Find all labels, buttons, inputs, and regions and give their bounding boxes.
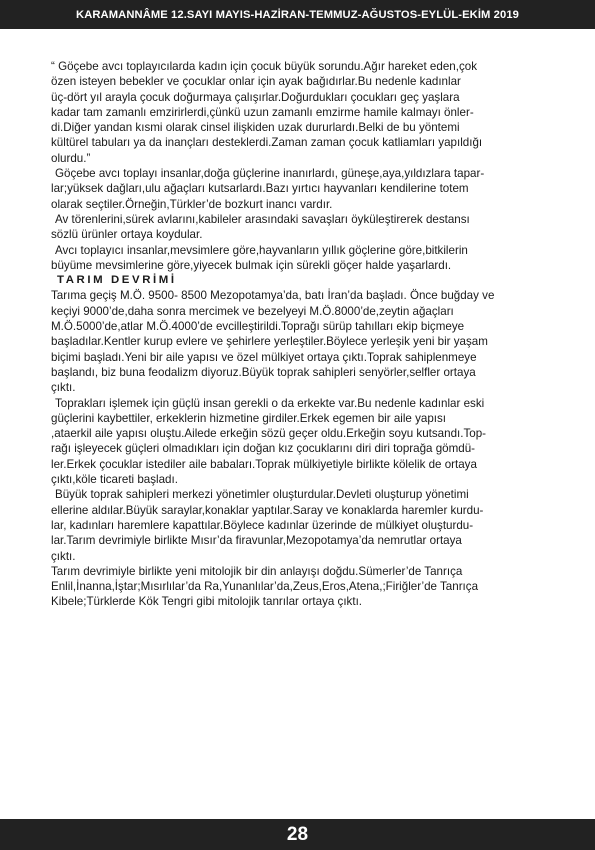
text-line: Av törenlerini,sürek avlarını,kabileler arasındaki savaşları öyküleştirerek destansı [55, 212, 470, 226]
text-line: lar.Tarım devrimiyle birlikte Mısır’da firavunlar,Mezopotamya’da nemrutlar ortaya [51, 534, 462, 548]
text-line: çıktı. [51, 549, 76, 563]
text-line: başladılar.Kentler kurup evlere ve şehirlere yerleştiler.Böylece yerleşik yeni bir yaşam [51, 335, 488, 349]
text-line: Avcı toplayıcı insanlar,mevsimlere göre,hayvanların yıllık göçlerine göre,bitkilerin [55, 243, 468, 257]
text-line: biçimi başladı.Yeni bir aile yapısı ve özel mülkiyet ortaya çıktı.Toprak sahiplenmeye [51, 350, 477, 364]
text-line: kadar tam zamanlı emzirirlerdi,çünkü uzun zamanlı emzirme hamile kalmayı önler- [51, 105, 474, 119]
text-line: çıktı. [51, 381, 76, 395]
text-line: ,ataerkil aile yapısı oluştu.Ailede erkeğin sözü geçer oldu.Erkeğin soyu kutsandı.Top- [51, 427, 487, 441]
text-line: Tarıma geçiş M.Ö. 9500- 8500 Mezopotamya’da, batı İran’da başladı. Önce buğday ve [51, 289, 495, 303]
text-line: üç-dört yıl arayla çocuk doğurmaya çalışırlar.Doğurdukları çocukları geç yaşlara [51, 90, 460, 104]
text-line: olurdu.” [51, 151, 91, 165]
running-title: KARAMANNÂME 12.SAYI MAYIS-HAZİRAN-TEMMUZ-AĞUSTOS-EYLÜL-EKİM 2019 [76, 8, 519, 21]
section-heading: TARIM DEVRİMİ [57, 274, 177, 287]
text-line: Toprakları işlemek için güçlü insan gerekli o da erkekte var.Bu nedenle kadınlar eski [55, 396, 485, 410]
text-line: çıktı,köle ticareti başladı. [51, 473, 178, 487]
text-line: rağı işleyecek güçleri olmadıkları için doğan kız çocuklarını diri diri toprağa gömdü- [51, 442, 476, 456]
text-line: M.Ö.5000’de,atlar M.Ö.4000’de evcilleştirildi.Toprağı sürüp tahılları ekip biçmeye [51, 320, 465, 334]
text-line: ellerine aldılar.Büyük saraylar,konaklar yaptılar.Saray ve konaklarda haremler kurdu- [51, 503, 484, 517]
text-line: lar, kadınları haremlere kapattılar.Böylece kadınlar üzerinde de mülkiyet oluşturdu- [51, 518, 474, 532]
page-number: 28 [286, 823, 309, 845]
text-line: Büyük toprak sahipleri merkezi yönetimler oluşturdular.Devleti oluşturup yönetimi [55, 488, 469, 502]
text-line: di.Diğer yandan kısmi olarak cinsel ilişkiden uzak dururlardı.Belki de bu yöntemi [51, 121, 460, 135]
page-footer [0, 819, 595, 850]
text-line: keçiyi 9000’de,daha sonra mercimek ve bezelyeyi M.Ö.8000’de,zeytin ağaçları [51, 304, 454, 318]
text-line: özen isteyen bebekler ve çocuklar onlar için ayak bağıdırlar.Bu nedenle kadınlar [51, 75, 461, 89]
page-header [0, 0, 595, 29]
text-line: lar;yüksek dağları,ulu ağaçları kutsarlardı.Bazı yırtıcı hayvanları kendilerine totem [51, 182, 469, 196]
text-line: kültürel tabuları ya da inançları desteklerdi.Zaman zaman çocuk katliamları yapıldığı [51, 136, 483, 150]
text-line: “ Göçebe avcı toplayıcılarda kadın için çocuk büyük sorundu.Ağır hareket eden,çok [51, 60, 477, 73]
text-line: Göçebe avcı toplayı insanlar,doğa güçlerine inanırlardı, güneşe,aya,yıldızlara tapar- [55, 167, 485, 181]
text-line: ler.Erkek çocuklar istediler aile babaları.Toprak mülkiyetiyle birlikte kölelik de ortaya [51, 457, 477, 471]
text-line: sözlü ürünler ortaya koydular. [51, 228, 203, 242]
article-body [51, 59, 532, 610]
text-line: Kibele;Türklerde Kök Tengri gibi mitolojik tanrılar ortaya çıktı. [51, 595, 363, 609]
text-line: Enlil,İnanna,İştar;Mısırlılar’da Ra,Yunanlılar’da,Zeus,Eros,Atena,;Firiğler’de Tanrıça [51, 580, 479, 594]
text-line: Tarım devrimiyle birlikte yeni mitolojik bir din anlayışı doğdu.Sümerler’de Tanrıça [51, 564, 463, 578]
text-line: büyüme mevsimlerine göre,yiyecek bulmak için sürekli göçer halde yaşarlardı. [51, 258, 452, 272]
text-line: güçlerini kaybettiler, erkeklerin hizmetine girdiler.Erkek egemen bir aile yapısı [51, 411, 447, 425]
text-line: olarak seçtiler.Örneğin,Türkler’de bozkurt inancı vardır. [51, 197, 333, 211]
text-line: başlandı, biz buna feodalizm diyoruz.Büyük toprak sahipleri senyörler,selfler ortaya [51, 365, 476, 379]
